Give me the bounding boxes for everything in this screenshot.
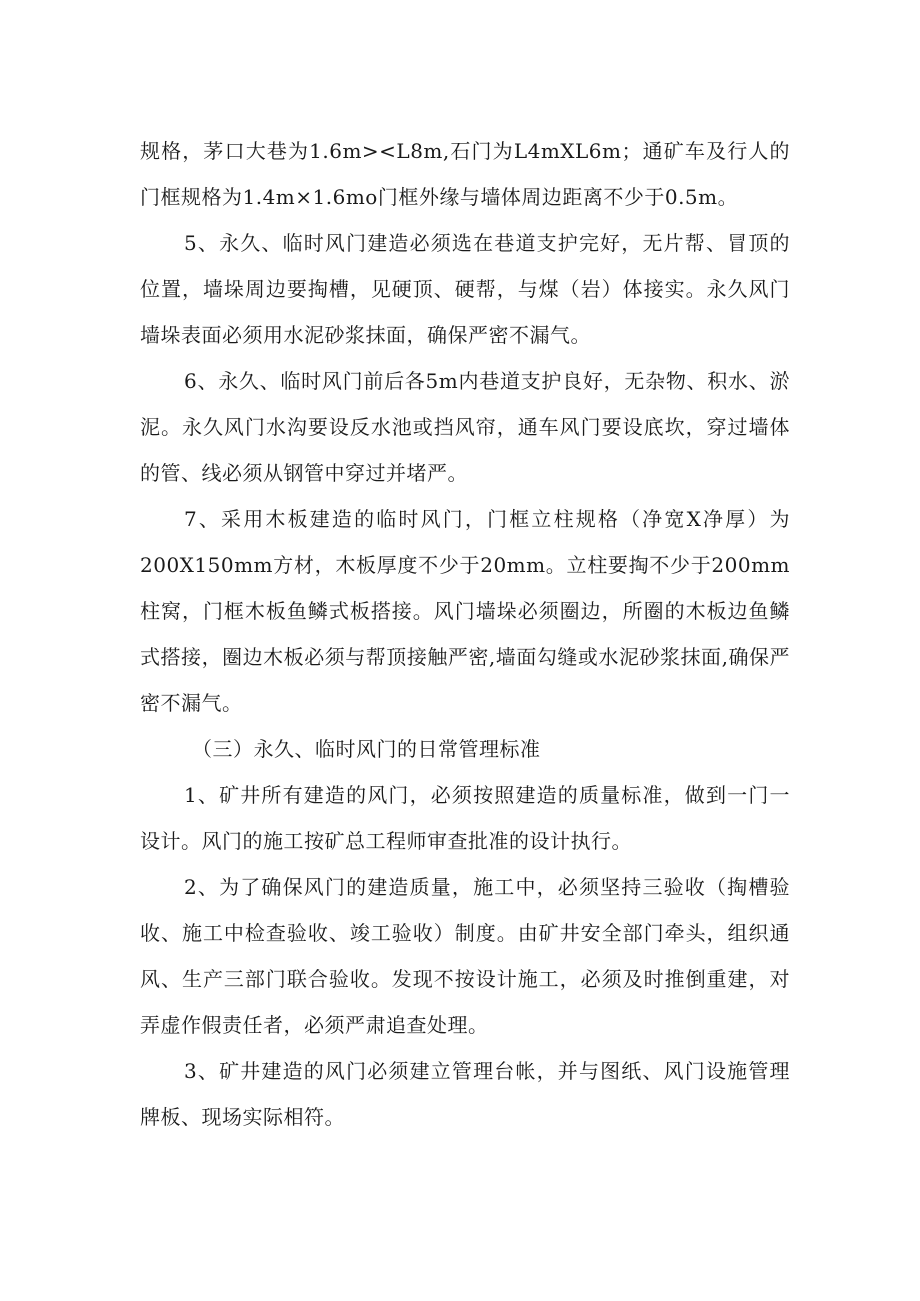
- document-body: [140, 128, 790, 1140]
- paragraph-continuation: 规格，茅口大巷为1.6m><L8m,石门为L4mXL6m；通矿车及行人的门框规格为1.4m×1.6mo门框外缘与墙体周边距离不少于0.5m。: [140, 139, 790, 209]
- paragraph-item-5: 5、永久、临时风门建造必须选在巷道支护完好，无片帮、冒顶的位置，墙垛周边要掏槽，见硬顶、硬帮，与煤（岩）体接实。永久风门墙垛表面必须用水泥砂浆抹面，确保严密不漏气。: [140, 231, 790, 347]
- section-heading: （三）永久、临时风门的日常管理标准: [192, 737, 541, 761]
- section-paragraph-2: 2、为了确保风门的建造质量，施工中，必须坚持三验收（掏槽验收、施工中检查验收、竣工验收）制度。由矿井安全部门牵头，组织通风、生产三部门联合验收。发现不按设计施工，必须及时推倒重建，对弄虚作假责任者，必须严肃追查处理。: [140, 875, 790, 1037]
- paragraph-item-7: 7、采用木板建造的临时风门，门框立柱规格（净宽X净厚）为200X150mm方材，木板厚度不少于20mm。立柱要掏不少于200mm柱窝，门框木板鱼鳞式板搭接。风门墙垛必须圈边，所圈的木板边鱼鳞式搭接，圈边木板必须与帮顶接触严密,墙面勾缝或水泥砂浆抹面,确保严密不漏气。: [140, 507, 790, 715]
- paragraph-item-6: 6、永久、临时风门前后各5m内巷道支护良好，无杂物、积水、淤泥。永久风门水沟要设反水池或挡风帘，通车风门要设底坎，穿过墙体的管、线必须从钢管中穿过并堵严。: [140, 369, 790, 485]
- section-paragraph-3: 3、矿井建造的风门必须建立管理台帐，并与图纸、风门设施管理牌板、现场实际相符。: [140, 1059, 790, 1129]
- section-paragraph-1: 1、矿井所有建造的风门，必须按照建造的质量标准，做到一门一设计。风门的施工按矿总工程师审查批准的设计执行。: [140, 783, 790, 853]
